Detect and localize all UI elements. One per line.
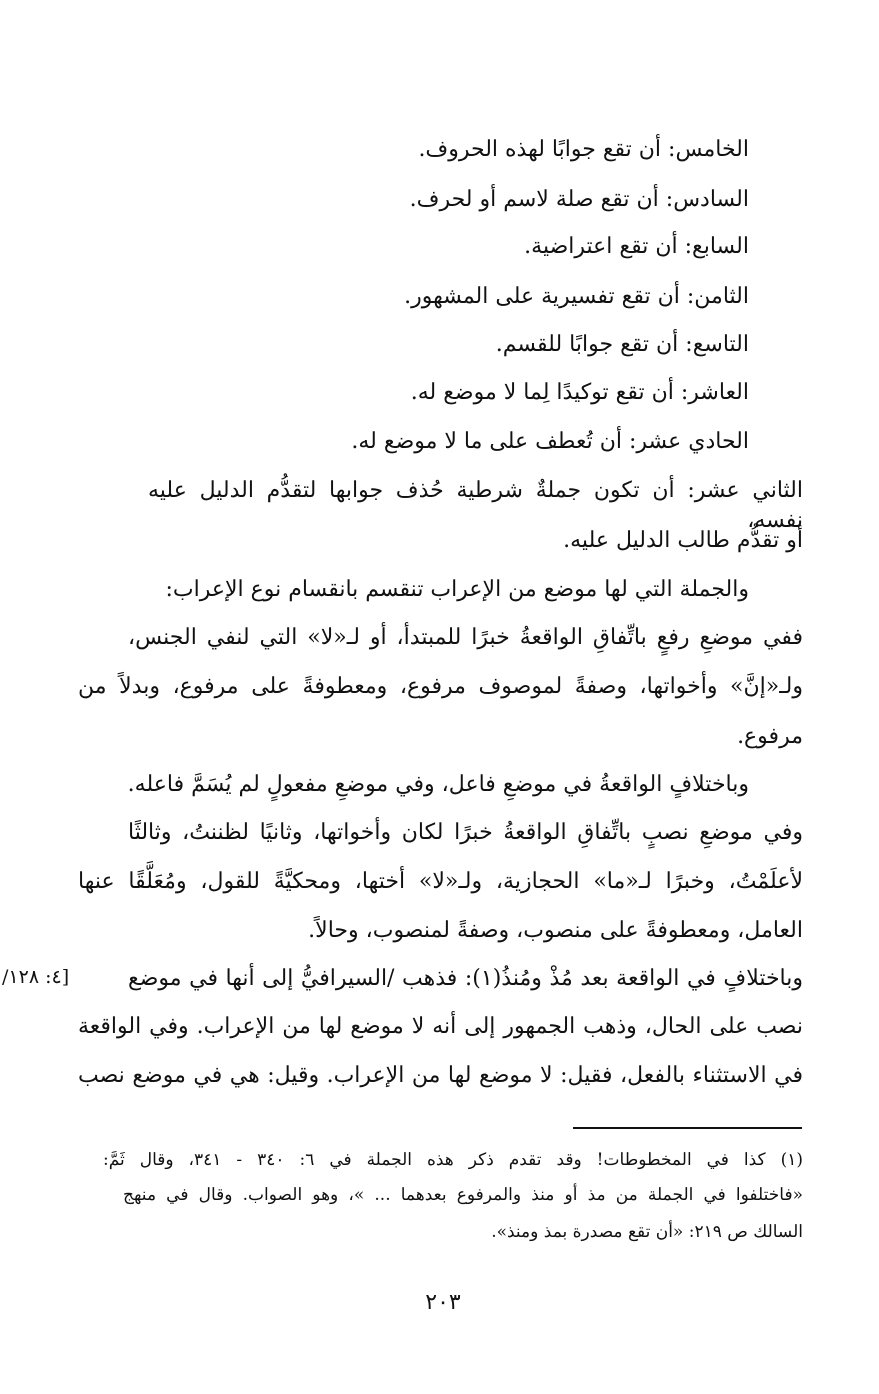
text-line: وباختلافٍ الواقعةُ في موضعِ فاعل، وفي موضعِ مفعولٍ لم يُسَمَّ فاعله. (127, 772, 749, 797)
text-line: الحادي عشر: أن تُعطف على ما لا موضع له. (351, 429, 749, 454)
page-number: ٢٠٣ (425, 1290, 461, 1315)
text-line: والجملة التي لها موضع من الإعراب تنقسم بانقسام نوع الإعراب: (165, 577, 749, 602)
footnote-line: «فاختلفوا في الجملة من مذ أو منذ والمرفوع بعدهما ... »، وهو الصواب. وقال في منهج (123, 1185, 803, 1205)
footnote-separator (573, 1127, 802, 1129)
text-line: السادس: أن تقع صلة لاسم أو لحرف. (409, 187, 749, 212)
text-line: السابع: أن تقع اعتراضية. (524, 234, 749, 259)
text-line: التاسع: أن تقع جوابًا للقسم. (495, 332, 749, 357)
footnote-line: السالك ص ٢١٩: «أن تقع مصدرة بمذ ومنذ». (491, 1222, 803, 1242)
text-line: الثامن: أن تقع تفسيرية على المشهور. (404, 284, 749, 309)
text-line: في الاستثناء بالفعل، فقيل: لا موضع لها من الإعراب. وقيل: هي في موضع نصب (78, 1063, 803, 1088)
text-line: ففي موضعِ رفعٍ باتِّفاقِ الواقعةُ خبرًا للمبتدأ، أو لـ«لا» التي لنفي الجنس، (128, 625, 803, 650)
footnote-line: (١) كذا في المخطوطات! وقد تقدم ذكر هذه الجملة في ٦: ٣٤٠ - ٣٤١، وقال ثَمَّ: (103, 1150, 803, 1170)
text-line: وباختلافٍ في الواقعة بعد مُذْ ومُنذُ(١): فذهب /السيرافيُّ إلى أنها في موضع (128, 966, 804, 991)
text-line: الخامس: أن تقع جوابًا لهذه الحروف. (418, 137, 749, 162)
text-line: نصب على الحال، وذهب الجمهور إلى أنه لا موضع لها من الإعراب. وفي الواقعة (78, 1014, 803, 1039)
text-line: العامل، ومعطوفةً على منصوب، وصفةً لمنصوب، وحالاً. (308, 918, 803, 943)
text-line: أو تقدُّم طالب الدليل عليه. (563, 528, 803, 553)
text-line: الثاني عشر: أن تكون جملةٌ شرطية حُذف جوابها لتقدُّم الدليل عليه نفسه، (148, 478, 803, 533)
text-line: لأعلَمْتُ، وخبرًا لـ«ما» الحجازية، ولـ«لا» أختها، ومحكيَّةً للقول، ومُعَلَّقًا عنها (78, 869, 803, 894)
margin-reference: [٤: ١٢٨/ (2, 966, 70, 988)
text-line: ولـ«إنَّ» وأخواتها، وصفةً لموصوف مرفوع، ومعطوفةً على مرفوع، وبدلاً من (78, 674, 803, 699)
text-line: العاشر: أن تقع توكيدًا لِما لا موضع له. (410, 380, 749, 405)
text-line: وفي موضعِ نصبٍ باتِّفاقِ الواقعةُ خبرًا لكان وأخواتها، وثانيًا لظننتُ، وثالثًا (128, 820, 803, 845)
text-line: مرفوع. (737, 724, 803, 749)
